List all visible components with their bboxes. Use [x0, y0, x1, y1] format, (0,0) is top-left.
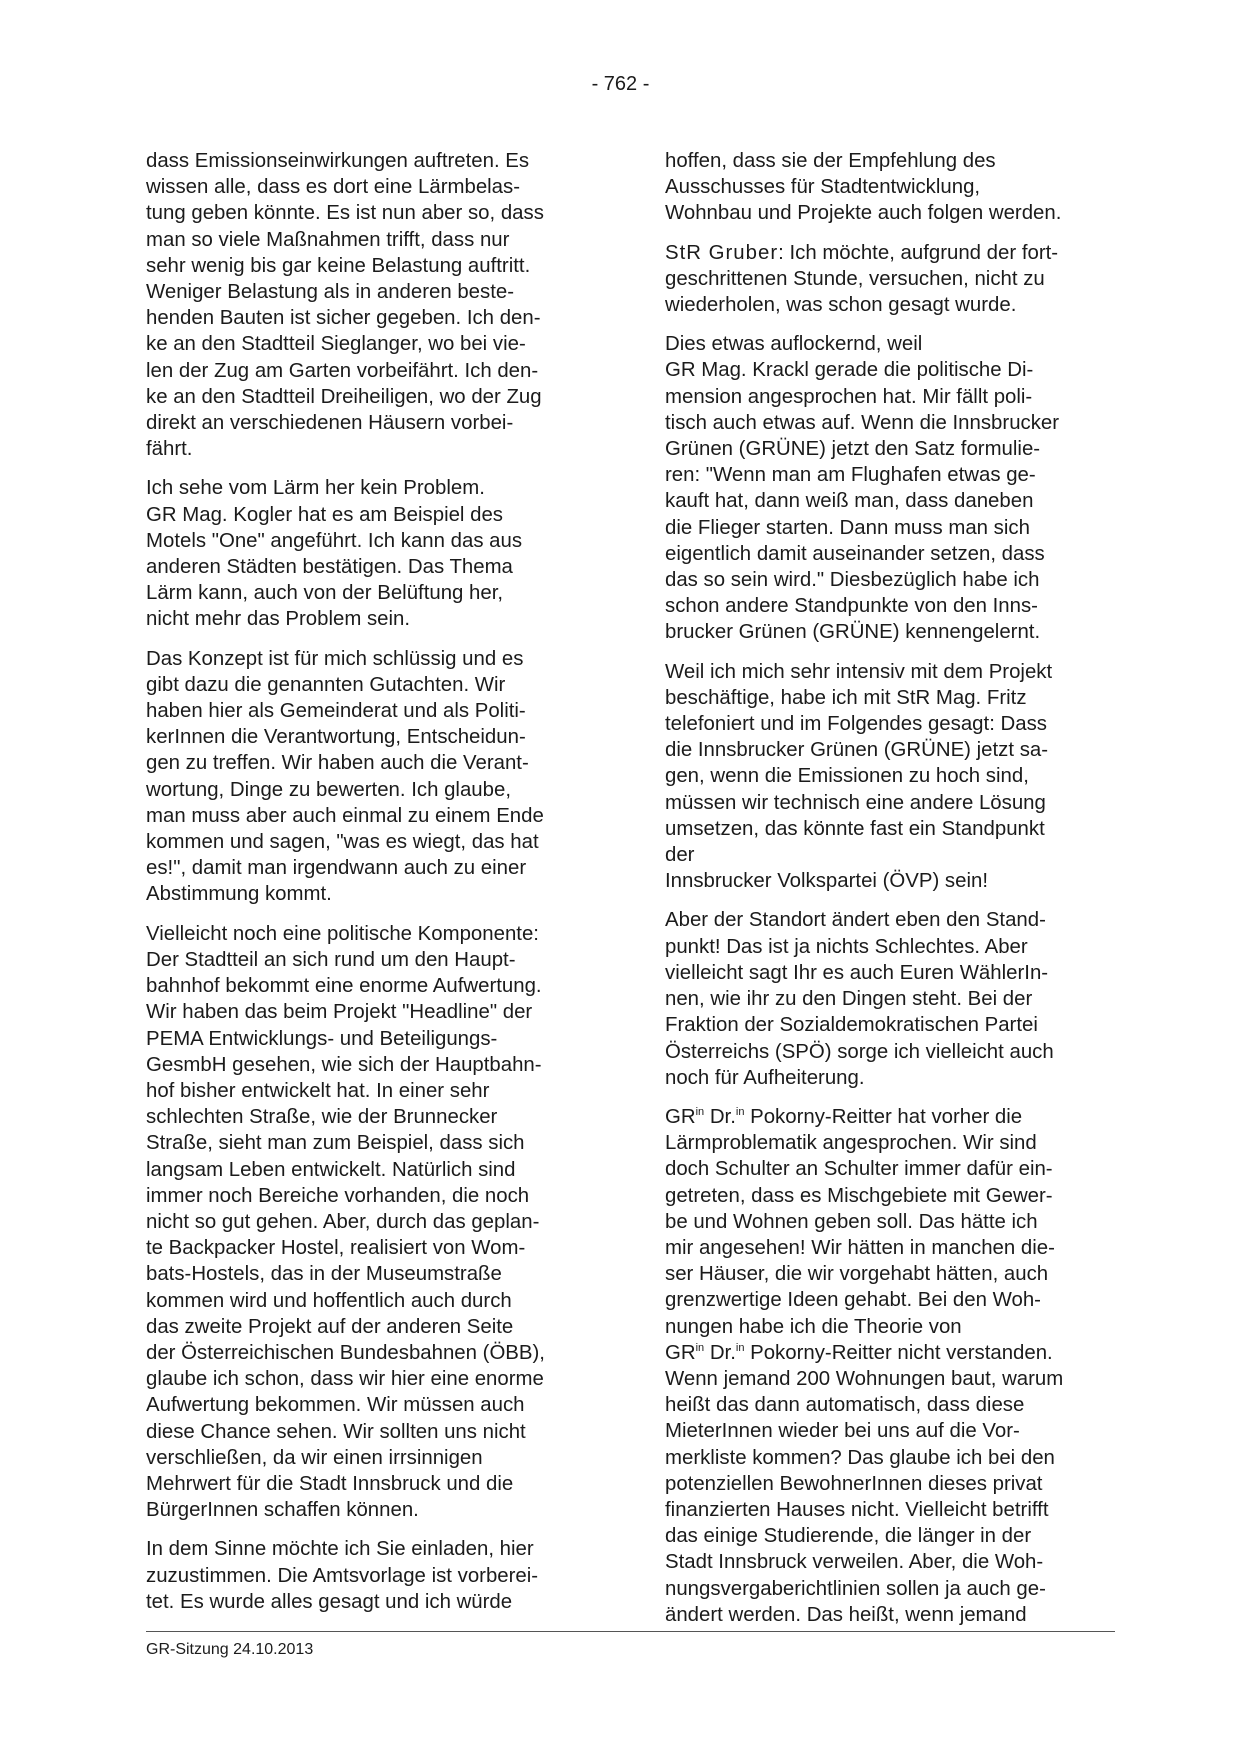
text-line: merkliste kommen? Das glaube ich bei den [665, 1446, 1055, 1469]
right-column [665, 148, 1110, 1641]
text-line: schon andere Standpunkte von den Inns- [665, 595, 1038, 618]
text-line: die Innsbrucker Grünen (GRÜNE) jetzt sa- [665, 739, 1049, 762]
text-line: Stadt Innsbruck verweilen. Aber, die Woh- [665, 1551, 1044, 1574]
text-line: Wohnbau und Projekte auch folgen werden. [665, 202, 1062, 225]
text-line: hoffen, dass sie der Empfehlung des [665, 150, 996, 172]
paragraph [665, 331, 1110, 645]
text-line: der [665, 844, 695, 867]
text-line: dass Emissionseinwirkungen auftreten. Es [146, 150, 530, 172]
text-line: potenziellen BewohnerInnen dieses privat [665, 1472, 1043, 1495]
text-line: len der Zug am Garten vorbeifährt. Ich den- [146, 359, 539, 382]
speaker-title: GR [665, 1105, 696, 1128]
text-line: Lärm kann, auch von der Belüftung her, [146, 582, 504, 605]
text-line: wortung, Dinge zu bewerten. Ich glaube, [146, 778, 511, 801]
text-line: heißt das dann automatisch, dass diese [665, 1394, 1025, 1417]
text-line: Österreichs (SPÖ) sorge ich vielleicht auch [665, 1040, 1054, 1063]
text-line: kerInnen die Verantwortung, Entscheidun- [146, 726, 526, 749]
paragraph [146, 1536, 591, 1615]
text-line: Wir haben das beim Projekt "Headline" der [146, 1001, 533, 1024]
text-line: mension angesprochen hat. Mir fällt poli- [665, 385, 1033, 408]
text-line: ändert werden. Das heißt, wenn jemand [665, 1603, 1027, 1626]
left-column [146, 148, 591, 1628]
text-line: kauft hat, dann weiß man, dass daneben [665, 490, 1034, 513]
text-line: nen, wie ihr zu den Dingen steht. Bei der [665, 988, 1033, 1011]
text-line: be und Wohnen geben soll. Das hätte ich [665, 1210, 1038, 1233]
text-line: eigentlich damit auseinander setzen, dass [665, 542, 1045, 565]
text-line: Ich sehe vom Lärm her kein Problem. [146, 477, 485, 500]
speaker-title: Dr. [704, 1341, 736, 1364]
text-line: Vielleicht noch eine politische Komponente: [146, 922, 539, 945]
text-line: BürgerInnen schaffen können. [146, 1499, 419, 1522]
paragraph [146, 921, 591, 1524]
text-line: wiederholen, was schon gesagt wurde. [665, 294, 1017, 317]
text-line: gibt dazu die genannten Gutachten. Wir [146, 673, 506, 696]
paragraph [665, 240, 1110, 319]
speaker-title: Dr. [704, 1105, 736, 1128]
text-line: das so sein wird." Diesbezüglich habe ich [665, 569, 1040, 592]
speaker-name: StR Gruber [665, 241, 779, 264]
text-line: GR Mag. Krackl gerade die politische Di- [665, 359, 1034, 382]
text-line: kommen wird und hoffentlich auch durch [146, 1289, 512, 1312]
text-line: ke an den Stadtteil Sieglanger, wo bei vie- [146, 333, 526, 356]
text-line: Motels "One" angeführt. Ich kann das aus [146, 529, 523, 552]
text-line: te Backpacker Hostel, realisiert von Wom- [146, 1237, 526, 1260]
text-line: kommen und sagen, "was es wiegt, das hat [146, 831, 539, 854]
superscript: in [735, 1105, 745, 1118]
text-line: nungsvergaberichtlinien sollen ja auch ge- [665, 1577, 1046, 1600]
paragraph [665, 1104, 1110, 1628]
text-line: das zweite Projekt auf der anderen Seite [146, 1315, 514, 1338]
text-line: GR Mag. Kogler hat es am Beispiel des [146, 503, 504, 526]
text-line: Mehrwert für die Stadt Innsbruck und die [146, 1472, 514, 1495]
text-line: ren: "Wenn man am Flughafen etwas ge- [665, 464, 1036, 487]
text-line: Fraktion der Sozialdemokratischen Partei [665, 1014, 1038, 1037]
text-line: müssen wir technisch eine andere Lösung [665, 791, 1046, 814]
text-line: Ausschusses für Stadtentwicklung, [665, 176, 981, 199]
text-line: Dies etwas auflockernd, weil [665, 333, 923, 356]
text-line: tet. Es wurde alles gesagt und ich würde [146, 1590, 513, 1613]
text-line: Abstimmung kommt. [146, 883, 332, 906]
text-line: zuzustimmen. Die Amtsvorlage ist vorberei- [146, 1564, 539, 1587]
text-line: punkt! Das ist ja nichts Schlechtes. Aber [665, 935, 1028, 958]
text-line: Weniger Belastung als in anderen beste- [146, 281, 515, 304]
text-line: langsam Leben entwickelt. Natürlich sind [146, 1158, 516, 1181]
text-line: ser Häuser, die wir vorgehabt hätten, auch [665, 1263, 1049, 1286]
text-line: Der Stadtteil an sich rund um den Haupt- [146, 948, 516, 971]
text-line: Wenn jemand 200 Wohnungen baut, warum [665, 1367, 1064, 1390]
text-line: finanzierten Hauses nicht. Vielleicht betrifft [665, 1498, 1049, 1521]
text-line: Innsbrucker Volkspartei (ÖVP) sein! [665, 870, 988, 893]
text-line: hof bisher entwickelt hat. In einer sehr [146, 1079, 490, 1102]
text-line: PEMA Entwicklungs- und Beteiligungs- [146, 1027, 498, 1050]
text-line: Aufwertung bekommen. Wir müssen auch [146, 1394, 525, 1417]
paragraph [665, 148, 1110, 227]
text-line: diese Chance sehen. Wir sollten uns nicht [146, 1420, 526, 1443]
text-line: verschließen, da wir einen irrsinnigen [146, 1446, 483, 1469]
superscript: in [695, 1105, 705, 1118]
text-line: direkt an verschiedenen Häusern vorbei- [146, 412, 514, 435]
text-line: tisch auch etwas auf. Wenn die Innsbrucker [665, 411, 1060, 434]
text-line: fährt. [146, 438, 193, 461]
text-line: GesmbH gesehen, wie sich der Hauptbahn- [146, 1053, 542, 1076]
text-line: In dem Sinne möchte ich Sie einladen, hier [146, 1538, 534, 1561]
text-line: mir angesehen! Wir hätten in manchen die- [665, 1236, 1055, 1259]
text-fragment: : Ich möchte, aufgrund der fort- [778, 241, 1059, 264]
text-line: es!", damit man irgendwann auch zu einer [146, 857, 527, 880]
text-line: geschrittenen Stunde, versuchen, nicht zu [665, 267, 1045, 290]
text-line: haben hier als Gemeinderat und als Politi- [146, 700, 526, 723]
text-line: nicht mehr das Problem sein. [146, 608, 411, 631]
text-line: wissen alle, dass es dort eine Lärmbelas- [146, 176, 521, 199]
text-line: man so viele Maßnahmen trifft, dass nur [146, 228, 510, 251]
text-line: gen, wenn die Emissionen zu hoch sind, [665, 765, 1029, 788]
text-line: noch für Aufheiterung. [665, 1066, 865, 1089]
text-line: Straße, sieht man zum Beispiel, dass sich [146, 1132, 525, 1155]
text-line: schlechten Straße, wie der Brunnecker [146, 1106, 498, 1129]
text-line: glaube ich schon, dass wir hier eine enorme [146, 1368, 544, 1391]
page-number: - 762 - [591, 73, 650, 95]
text-line: beschäftige, habe ich mit StR Mag. Fritz [665, 686, 1027, 709]
text-line: Weil ich mich sehr intensiv mit dem Projekt [665, 660, 1053, 683]
text-fragment: Pokorny-Reitter hat vorher die [744, 1105, 1023, 1128]
text-line: vielleicht sagt Ihr es auch Euren WählerIn- [665, 961, 1049, 984]
text-line: das einige Studierende, die länger in der [665, 1525, 1032, 1548]
text-line: nungen habe ich die Theorie von [665, 1315, 962, 1338]
text-line: getreten, dass es Mischgebiete mit Gewer- [665, 1184, 1053, 1207]
text-line: nicht so gut gehen. Aber, durch das geplan- [146, 1210, 540, 1233]
text-line: Lärmproblematik angesprochen. Wir sind [665, 1132, 1037, 1155]
text-line: bats-Hostels, das in der Museumstraße [146, 1263, 502, 1286]
text-line: sehr wenig bis gar keine Belastung auftritt. [146, 254, 531, 277]
text-line: brucker Grünen (GRÜNE) kennengelernt. [665, 621, 1041, 644]
text-line: henden Bauten ist sicher gegeben. Ich den- [146, 307, 541, 330]
superscript: in [695, 1341, 705, 1354]
text-line [665, 1340, 1110, 1366]
text-line: die Flieger starten. Dann muss man sich [665, 516, 1030, 539]
paragraph [665, 907, 1110, 1090]
text-line: doch Schulter an Schulter immer dafür ein- [665, 1158, 1053, 1181]
speaker-title: GR [665, 1341, 696, 1364]
text-line: der Österreichischen Bundesbahnen (ÖBB), [146, 1341, 545, 1364]
text-line: Das Konzept ist für mich schlüssig und es [146, 647, 524, 670]
text-line: tung geben könnte. Es ist nun aber so, dass [146, 202, 544, 225]
text-line: Aber der Standort ändert eben den Stand- [665, 909, 1046, 932]
text-line: MieterInnen wieder bei uns auf die Vor- [665, 1420, 1020, 1443]
text-line: man muss aber auch einmal zu einem Ende [146, 804, 544, 827]
text-line: bahnhof bekommt eine enorme Aufwertung. [146, 975, 542, 998]
paragraph [665, 659, 1110, 895]
superscript: in [735, 1341, 745, 1354]
text-line [665, 1104, 1110, 1130]
text-line: immer noch Bereiche vorhanden, die noch [146, 1184, 530, 1207]
text-line: gen zu treffen. Wir haben auch die Verant- [146, 752, 529, 775]
paragraph [146, 148, 591, 462]
text-line: grenzwertige Ideen gehabt. Bei den Woh- [665, 1289, 1041, 1312]
text-line: telefoniert und im Folgendes gesagt: Dass [665, 713, 1047, 736]
text-line: Grünen (GRÜNE) jetzt den Satz formulie- [665, 438, 1041, 461]
paragraph [146, 646, 591, 908]
text-fragment: Pokorny-Reitter nicht verstanden. [744, 1341, 1053, 1364]
text-line: umsetzen, das könnte fast ein Standpunkt [665, 817, 1045, 840]
footer-text: GR-Sitzung 24.10.2013 [146, 1641, 314, 1658]
footer-divider [146, 1631, 1115, 1632]
text-line: anderen Städten bestätigen. Das Thema [146, 556, 513, 579]
paragraph [146, 475, 591, 632]
text-line: ke an den Stadtteil Dreiheiligen, wo der Zug [146, 385, 542, 408]
text-line [665, 240, 1110, 266]
